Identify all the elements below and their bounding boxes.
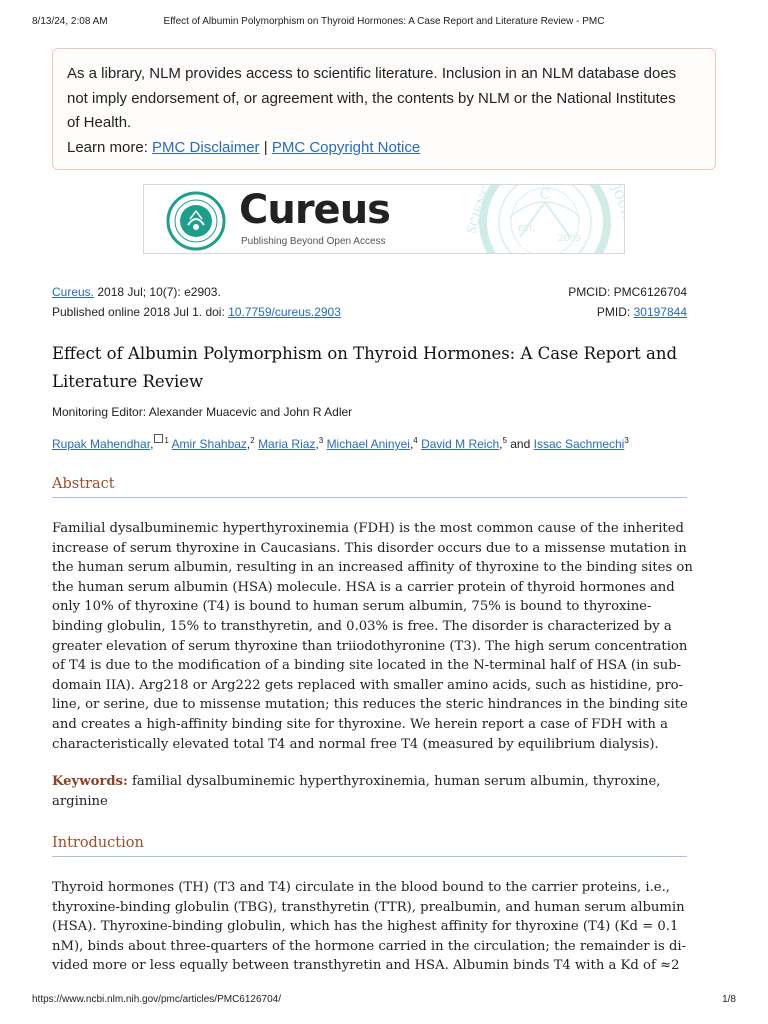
svg-text:C: C xyxy=(539,187,551,203)
pmc-copyright-link[interactable]: PMC Copyright Notice xyxy=(271,138,421,156)
citation-issue: 2018 Jul; 10(7): e2903. xyxy=(97,285,221,299)
keywords xyxy=(52,772,692,811)
citation-meta xyxy=(52,282,341,322)
introduction-line: (HSA). Thyroxine-binding globulin, which has the highest affinity for thyroxine (T4) (Kd = 0.1 xyxy=(52,919,679,935)
abstract-line: the human serum albumin, resulting in an increased affinity of thyroxine to the binding sites on xyxy=(52,560,693,576)
published-row xyxy=(52,302,341,322)
author-affiliation: 3 xyxy=(318,436,324,445)
print-page-title: Effect of Albumin Polymorphism on Thyroid Hormones: A Case Report and Literature Review - PMC xyxy=(163,16,605,27)
abstract-line: Familial dysalbuminemic hyperthyroxinemia (FDH) is the most common cause of the inherited xyxy=(52,521,684,536)
print-page-number: 1/8 xyxy=(722,994,736,1005)
introduction-heading: Introduction xyxy=(52,835,687,857)
doi-link[interactable]: 10.7759/cureus.2903 xyxy=(228,305,341,319)
journal-link[interactable]: Cureus. xyxy=(52,285,95,299)
author-link[interactable]: David M Reich xyxy=(421,437,500,451)
keywords-line xyxy=(52,772,692,792)
learn-more-label: Learn more: xyxy=(67,138,148,156)
monitoring-editor: Monitoring Editor: Alexander Muacevic and John R Adler xyxy=(52,405,353,419)
abstract-line: line, or serine, due to missense mutation; this reduces the steric hindrances in the binding site xyxy=(52,697,688,713)
disclaimer-line: not imply endorsement of, or agreement with, the contents by NLM or the National Institutes xyxy=(67,89,676,107)
identifier-meta xyxy=(568,282,687,322)
abstract-body xyxy=(52,519,692,754)
keywords-text: familial dysalbuminemic hyperthyroxinemia, human serum albumin, thyroxine, xyxy=(132,774,661,789)
svg-text:SCIENCE: SCIENCE xyxy=(463,175,498,237)
svg-text:JOURNAL: JOURNAL xyxy=(609,183,644,246)
link-separator: | xyxy=(263,138,268,156)
abstract-heading: Abstract xyxy=(52,476,687,498)
author-link[interactable]: Amir Shahbaz xyxy=(171,437,247,451)
abstract-line: of T4 is due to the modification of a binding site located in the N-terminal half of HSA (in sub- xyxy=(52,658,682,674)
pmcid: PMCID: PMC6126704 xyxy=(568,285,687,299)
print-date: 8/13/24, 2:08 AM xyxy=(32,16,108,27)
watermark-seal-icon xyxy=(440,175,644,254)
learn-more-row xyxy=(67,136,701,161)
keywords-line: arginine xyxy=(52,793,108,809)
pmc-disclaimer-link[interactable]: PMC Disclaimer xyxy=(152,138,260,156)
introduction-line: thyroxine-binding globulin (TBG), transthyretin (TTR), prealbumin, and human serum albumin xyxy=(52,899,685,915)
journal-banner[interactable] xyxy=(143,175,644,254)
article-title-line: Literature Review xyxy=(52,372,204,391)
svg-text:EST.: EST. xyxy=(518,224,535,233)
author-affiliation: 4 xyxy=(413,436,418,445)
introduction-line: Thyroid hormones (TH) (T3 and T4) circulate in the blood bound to the carrier proteins, i.e., xyxy=(52,880,670,895)
cureus-wordmark: Cureus xyxy=(239,187,390,233)
article-title xyxy=(52,340,692,396)
author-affiliation: 1 xyxy=(164,436,169,445)
print-url: https://www.ncbi.nlm.nih.gov/pmc/articles/PMC6126704/ xyxy=(32,994,281,1005)
disclaimer-line: of Health. xyxy=(67,114,132,131)
cureus-tagline: Publishing Beyond Open Access xyxy=(241,236,386,247)
author-link[interactable]: Michael Aninyei xyxy=(326,437,410,451)
abstract-line: characteristically elevated total T4 and normal free T4 (measured by equilibrium dialysis). xyxy=(52,736,659,752)
abstract-line: and creates a high-affinity binding site for thyroxine. We herein report a case of FDH with a xyxy=(52,716,668,732)
article-title-line: Effect of Albumin Polymorphism on Thyroid Hormones: A Case Report and xyxy=(52,344,678,363)
abstract-line: only 10% of thyroxine (T4) is bound to human serum albumin, 75% is bound to thyroxine- xyxy=(52,599,652,615)
keywords-label: Keywords: xyxy=(52,774,128,789)
email-icon[interactable] xyxy=(154,434,163,443)
print-header xyxy=(32,16,736,30)
abstract-line: greater elevation of serum thyroxine than triiodothyronine (T3). The high serum concentration xyxy=(52,638,688,654)
author-affiliation: 2 xyxy=(250,436,255,445)
abstract-line: binding globulin, 15% to transthyretin, and 0.03% is free. The disorder is characterized by a xyxy=(52,618,672,634)
nlm-disclaimer-box xyxy=(52,48,716,170)
author-affiliation: 5 xyxy=(502,436,507,445)
print-footer xyxy=(32,994,736,1008)
abstract-line: the human serum albumin (HSA) molecule. HSA is a carrier protein of thyroid hormones and xyxy=(52,579,675,595)
author-list: Rupak Mahendhar, $^1$ Amir Shahbaz,$^2$ Maria Riaz,$^3$ Michael Aninyei,$^4$ David M Reich,$^5$ and Issac Sachmechi$^3$ xyxy=(52,436,629,451)
author-link[interactable]: Issac Sachmechi xyxy=(533,437,625,451)
citation-issue-row xyxy=(52,282,341,302)
introduction-body xyxy=(52,878,692,976)
author-link[interactable]: Maria Riaz xyxy=(258,437,316,451)
author-link[interactable]: Rupak Mahendhar xyxy=(52,437,151,451)
author-separator: and xyxy=(506,437,534,451)
introduction-line: vided more or less equally between transthyretin and HSA. Albumin binds T4 with a Kd of ≈2 xyxy=(52,958,680,974)
cureus-seal-icon xyxy=(166,191,226,251)
abstract-line: increase of serum thyroxine in Caucasians. This disorder occurs due to a missense mutation in xyxy=(52,540,687,556)
svg-text:2009: 2009 xyxy=(558,234,581,244)
disclaimer-line: As a library, NLM provides access to scientific literature. Inclusion in an NLM database does xyxy=(67,65,677,82)
introduction-line: nM), binds about three-quarters of the hormone carried in the circulation; the remainder is di- xyxy=(52,938,687,954)
abstract-line: domain IIA). Arg218 or Arg222 gets replaced with smaller amino acids, such as histidine, pro- xyxy=(52,677,684,693)
published-online: Published online 2018 Jul 1. doi: xyxy=(52,305,225,319)
pmid-label: PMID: xyxy=(596,305,631,319)
author-affiliation: 3 xyxy=(624,436,629,445)
pmid-row xyxy=(568,302,687,322)
pmid-link[interactable]: 30197844 xyxy=(633,305,687,319)
